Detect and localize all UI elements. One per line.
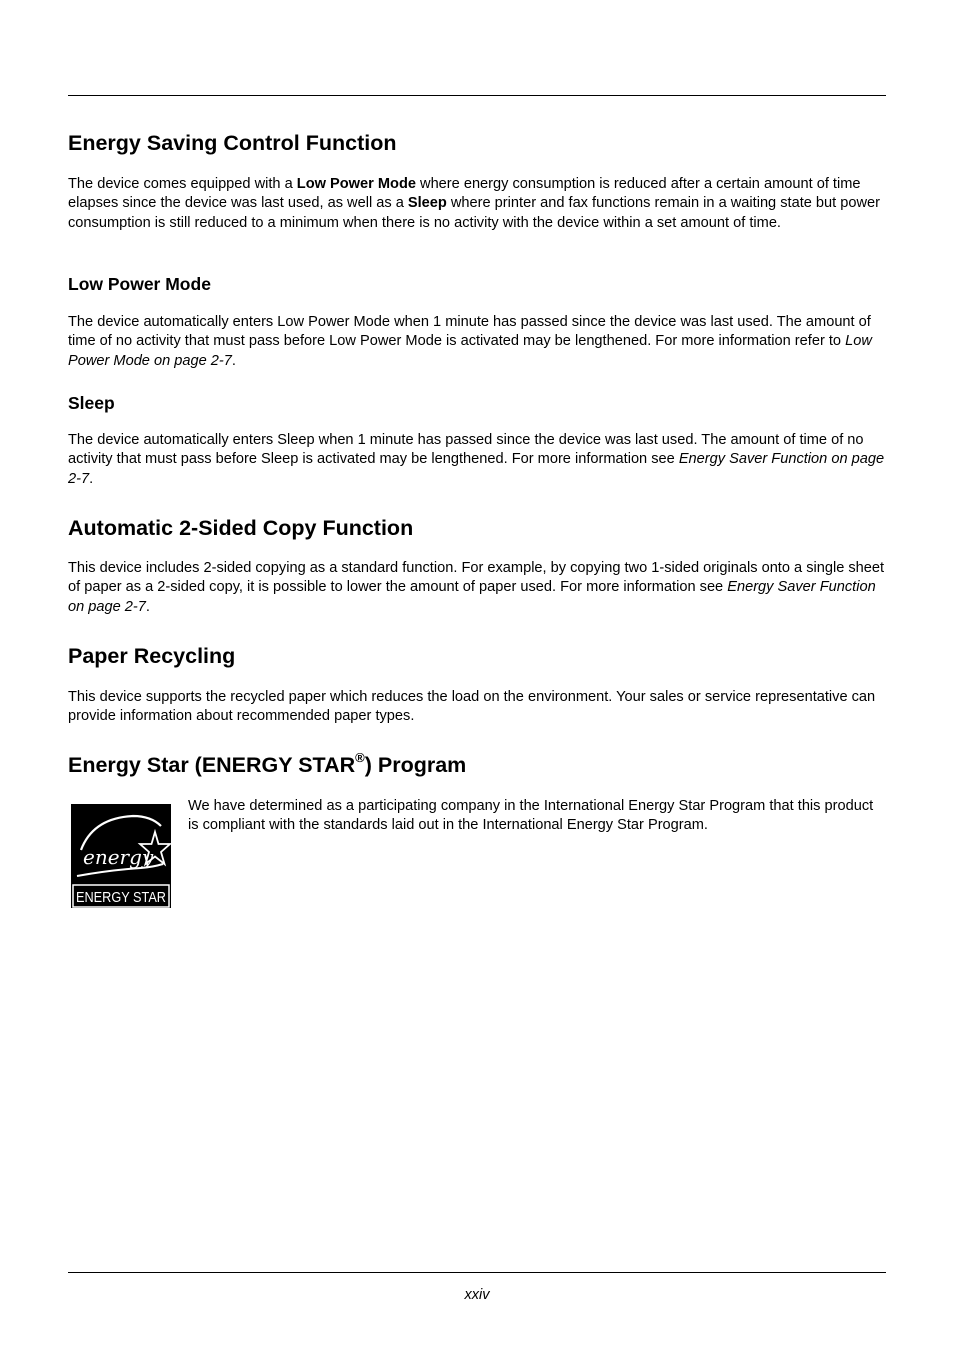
heading-low-power-mode: Low Power Mode [68,274,211,294]
sleep-paragraph: The device automatically enters Sleep when 1 minute has passed since the device was last used. The amount of time of no activity that must pass before Sleep is activated may be lengthened. For more information see Energy Saver Function on page 2-7. [68,432,885,487]
logo-caption-text: ENERGY STAR [76,889,167,906]
low-power-paragraph: The device automatically enters Low Power Mode when 1 minute has passed since the device was last used. The amount of time of no activity that must pass before Low Power Mode is activated may be lengthened. For more information refer to Low Power Mode on page 2-7. [68,314,872,369]
page-number: xxiv [464,1287,490,1303]
low-power-cross-reference: Low Power Mode on page 2-7 [68,333,872,369]
energy-star-logo [71,804,171,908]
duplex-cross-reference: Energy Saver Function on page 2-7 [68,579,876,615]
heading-sleep: Sleep [68,393,115,413]
footer-rule [68,1272,886,1273]
heading-paper-recycling: Paper Recycling [68,644,236,668]
header-rule [68,95,886,96]
heading-energy-star-program: Energy Star (ENERGY STAR®) Program [68,749,467,777]
energy-star-logo-icon [71,804,171,908]
registered-mark: ® [355,749,365,765]
sleep-term: Sleep [407,195,447,212]
heading-automatic-2-sided-copy: Automatic 2-Sided Copy Function [68,516,414,540]
duplex-paragraph: This device includes 2-sided copying as a standard function. For example, by copying two 1-sided originals onto a single sheet of paper as a 2-sided copy, it is possible to lower the amount of paper used. For more information see Energy Saver Function on page 2-7. [68,560,885,615]
energy-star-paragraph: We have determined as a participating company in the International Energy Star Program that this product is compliant with the standards laid out in the International Energy Star Program. [188,798,874,834]
recycling-paragraph: This device supports the recycled paper which reduces the load on the environment. Your sales or service representative can provide information about recommended paper types. [68,689,876,725]
logo-script-text: energy [83,845,154,869]
heading-energy-saving: Energy Saving Control Function [68,131,397,155]
energy-saving-paragraph: The device comes equipped with a Low Power Mode where energy consumption is reduced after a certain amount of time elapses since the device was last used, as well as a Sleep where printer and fax functions remain in a waiting state but power consumption is still reduced to a minimum when there is no activity with the device within a set amount of time. [68,176,881,231]
sleep-cross-reference: Energy Saver Function on page 2-7 [68,451,885,487]
low-power-mode-term: Low Power Mode [296,176,416,192]
